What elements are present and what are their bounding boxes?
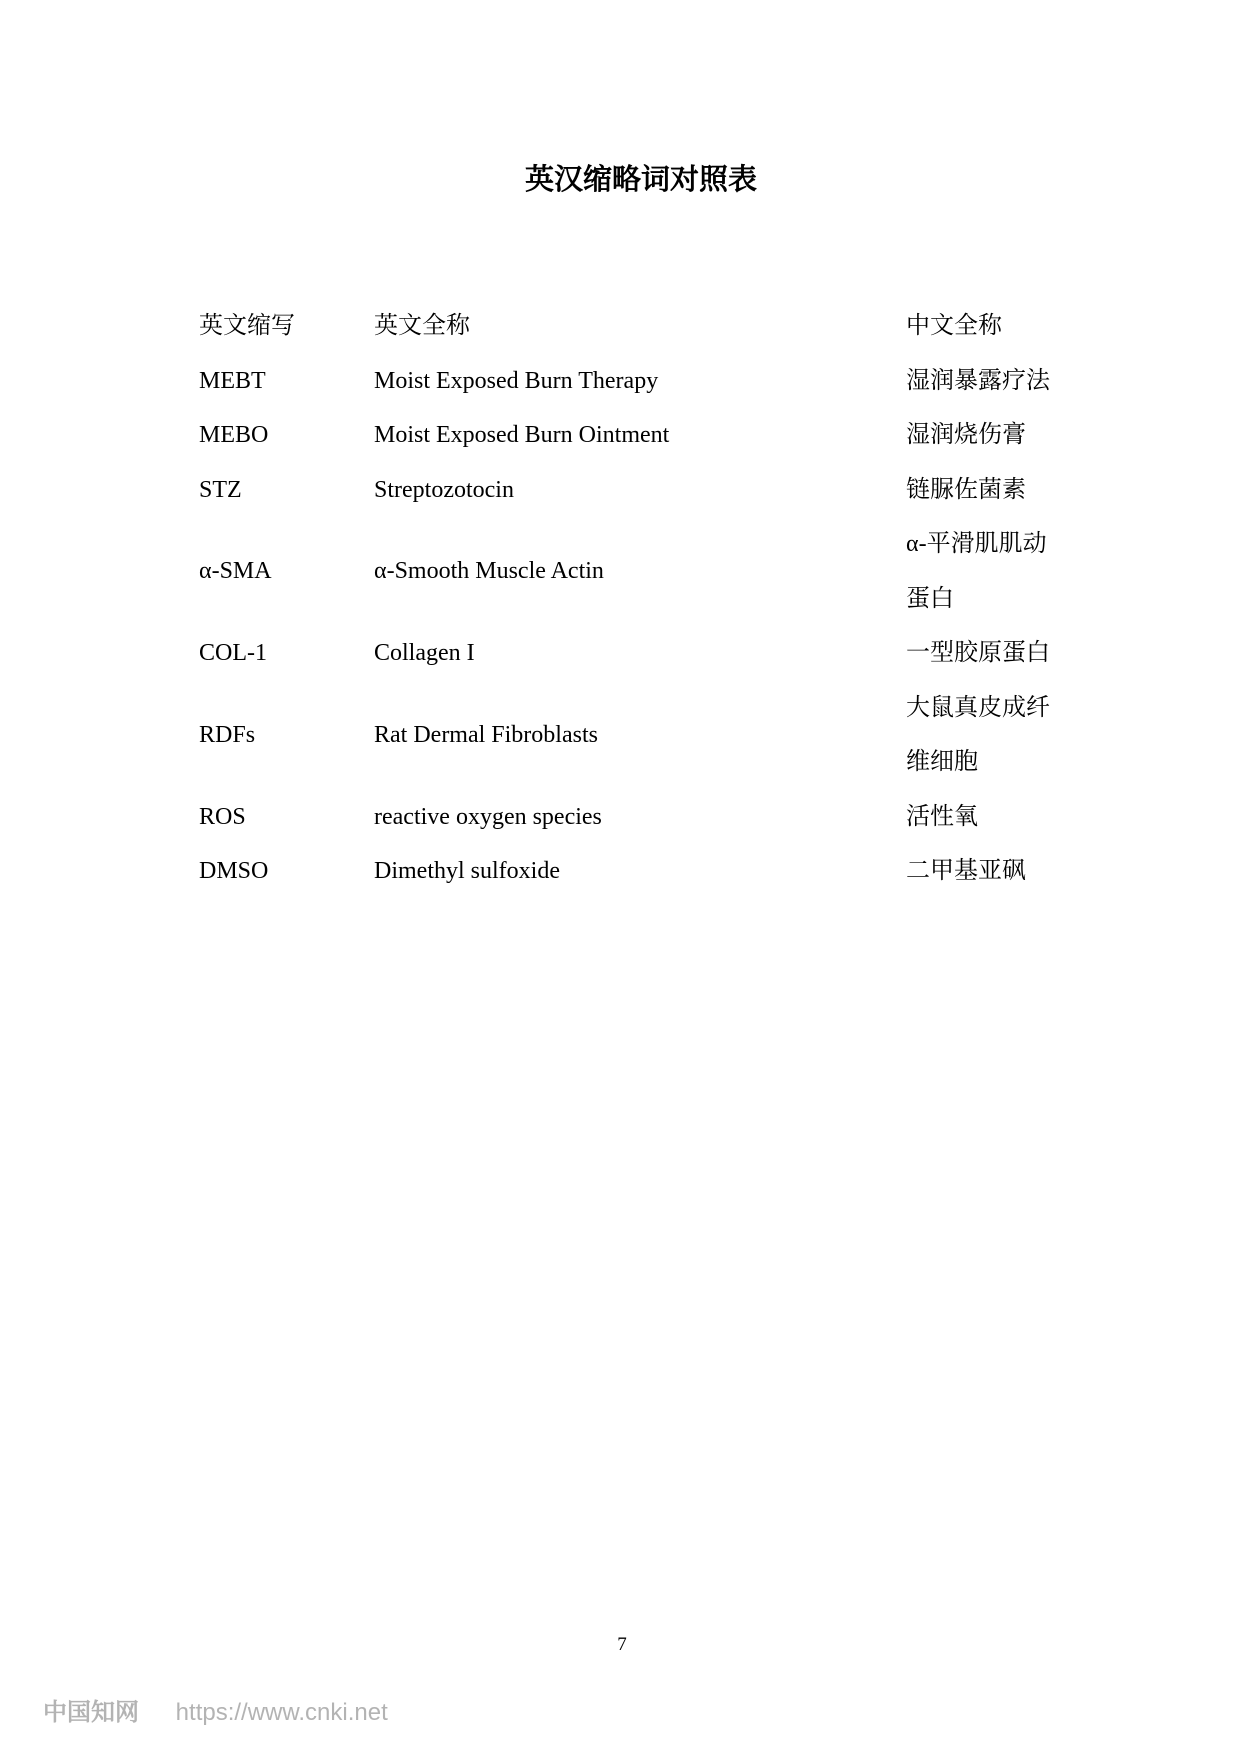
- chinese-name-cell: [906, 463, 1076, 518]
- chinese-name-cell: [906, 681, 1076, 790]
- table-header-row: [199, 299, 1099, 354]
- table-row: [199, 408, 1099, 463]
- abbreviation-cell: RDFs: [199, 721, 256, 748]
- abbreviation-cell: MEBO: [199, 422, 269, 448]
- chinese-name-line: 蛋白: [906, 585, 954, 612]
- chinese-name-line: 活性氧: [906, 803, 978, 830]
- watermark-url: https://www.cnki.net: [175, 1699, 388, 1726]
- chinese-name-cell: [906, 517, 1076, 626]
- abbreviation-table: [199, 299, 1099, 899]
- abbreviation-cell: STZ: [199, 476, 242, 503]
- header-english-full-name: 英文全称: [374, 313, 470, 339]
- watermark: [43, 1697, 388, 1729]
- abbreviation-cell: COL-1: [199, 640, 267, 666]
- abbreviation-cell: α-SMA: [199, 558, 272, 585]
- abbreviation-cell: ROS: [199, 803, 246, 830]
- chinese-name-line: 一型胶原蛋白: [906, 640, 1050, 666]
- english-name-cell: Collagen I: [374, 640, 475, 666]
- english-name-cell: Moist Exposed Burn Therapy: [374, 367, 659, 394]
- chinese-name-cell: [906, 354, 1076, 409]
- english-name-cell: α-Smooth Muscle Actin: [374, 558, 604, 585]
- table-row: [199, 681, 1099, 790]
- header-chinese-full-name: 中文全称: [906, 313, 1002, 339]
- watermark-brand: 中国知网: [43, 1699, 139, 1726]
- chinese-name-line: 二甲基亚砜: [906, 858, 1026, 884]
- table-row: [199, 790, 1099, 845]
- header-abbreviation: 英文缩写: [199, 313, 295, 339]
- english-name-cell: Rat Dermal Fibroblasts: [374, 721, 598, 748]
- table-row: [199, 626, 1099, 681]
- chinese-name-cell: [906, 408, 1076, 463]
- table-row: [199, 517, 1099, 626]
- chinese-name-line: α-平滑肌肌动: [906, 531, 1047, 557]
- english-name-cell: Streptozotocin: [374, 476, 514, 503]
- table-row: [199, 844, 1099, 899]
- chinese-name-line: 湿润烧伤膏: [906, 422, 1026, 448]
- chinese-name-line: 湿润暴露疗法: [906, 367, 1050, 394]
- abbreviation-cell: DMSO: [199, 858, 269, 884]
- english-name-cell: reactive oxygen species: [374, 803, 602, 830]
- chinese-name-cell: [906, 844, 1076, 899]
- table-row: [199, 354, 1099, 409]
- abbreviation-cell: MEBT: [199, 367, 266, 394]
- page-number: 7: [617, 1634, 627, 1655]
- chinese-name-cell: [906, 790, 1076, 845]
- chinese-name-line: 大鼠真皮成纤: [906, 694, 1050, 721]
- english-name-cell: Moist Exposed Burn Ointment: [374, 422, 670, 448]
- page-title: 英汉缩略词对照表: [525, 164, 758, 196]
- table-row: [199, 463, 1099, 518]
- chinese-name-line: 链脲佐菌素: [906, 476, 1026, 503]
- chinese-name-line: 维细胞: [906, 749, 978, 775]
- english-name-cell: Dimethyl sulfoxide: [374, 858, 560, 884]
- chinese-name-cell: [906, 626, 1076, 681]
